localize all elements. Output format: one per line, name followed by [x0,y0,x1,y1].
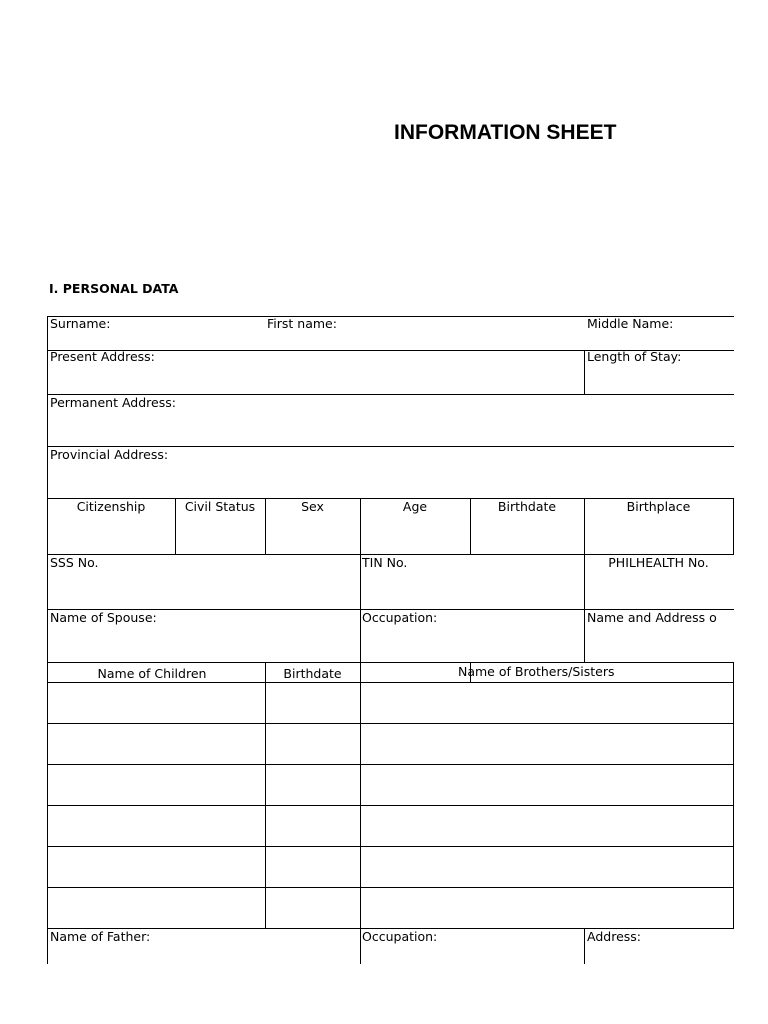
grid-line [733,498,734,554]
sss-label: SSS No. [50,555,99,570]
grid-line [360,554,361,662]
spouse-label: Name of Spouse: [50,610,157,625]
spouse-occupation-label: Occupation: [362,610,438,625]
grid-line [47,662,734,663]
grid-line [47,316,48,964]
length-of-stay-label: Length of Stay: [587,349,682,364]
children-birthdate-header: Birthdate [283,666,342,681]
name-address-label: Name and Address o [587,611,717,625]
grid-line [584,350,585,394]
middle-name-label: Middle Name: [587,316,674,331]
children-header: Name of Children [97,666,207,681]
grid-line [584,554,585,662]
philhealth-label: PHILHEALTH No. [608,555,709,570]
birthplace-label: Birthplace [626,499,691,514]
father-address-label: Address: [587,929,641,944]
present-address-label: Present Address: [50,349,155,364]
grid-line [47,887,734,888]
civil-status-label: Civil Status [184,499,256,514]
grid-line [47,805,734,806]
grid-line [360,928,361,964]
siblings-header: Name of Brothers/Sisters [458,664,615,679]
provincial-address-label: Provincial Address: [50,447,169,462]
first-name-label: First name: [267,316,337,331]
grid-line [47,723,734,724]
father-label: Name of Father: [50,929,151,944]
grid-line [47,764,734,765]
tin-label: TIN No. [362,555,408,570]
surname-label: Surname: [50,316,111,331]
permanent-address-label: Permanent Address: [50,395,176,410]
sex-label: Sex [301,499,324,514]
age-label: Age [402,499,428,514]
grid-line [584,928,585,964]
grid-line [47,682,734,683]
grid-line [47,846,734,847]
section-heading: I. PERSONAL DATA [49,281,179,296]
page-title: INFORMATION SHEET [394,121,617,144]
citizenship-label: Citizenship [76,499,146,514]
grid-line [360,662,361,928]
father-occupation-label: Occupation: [362,929,438,944]
birthdate-label: Birthdate [497,499,557,514]
grid-line [733,662,734,928]
grid-line [265,662,266,928]
